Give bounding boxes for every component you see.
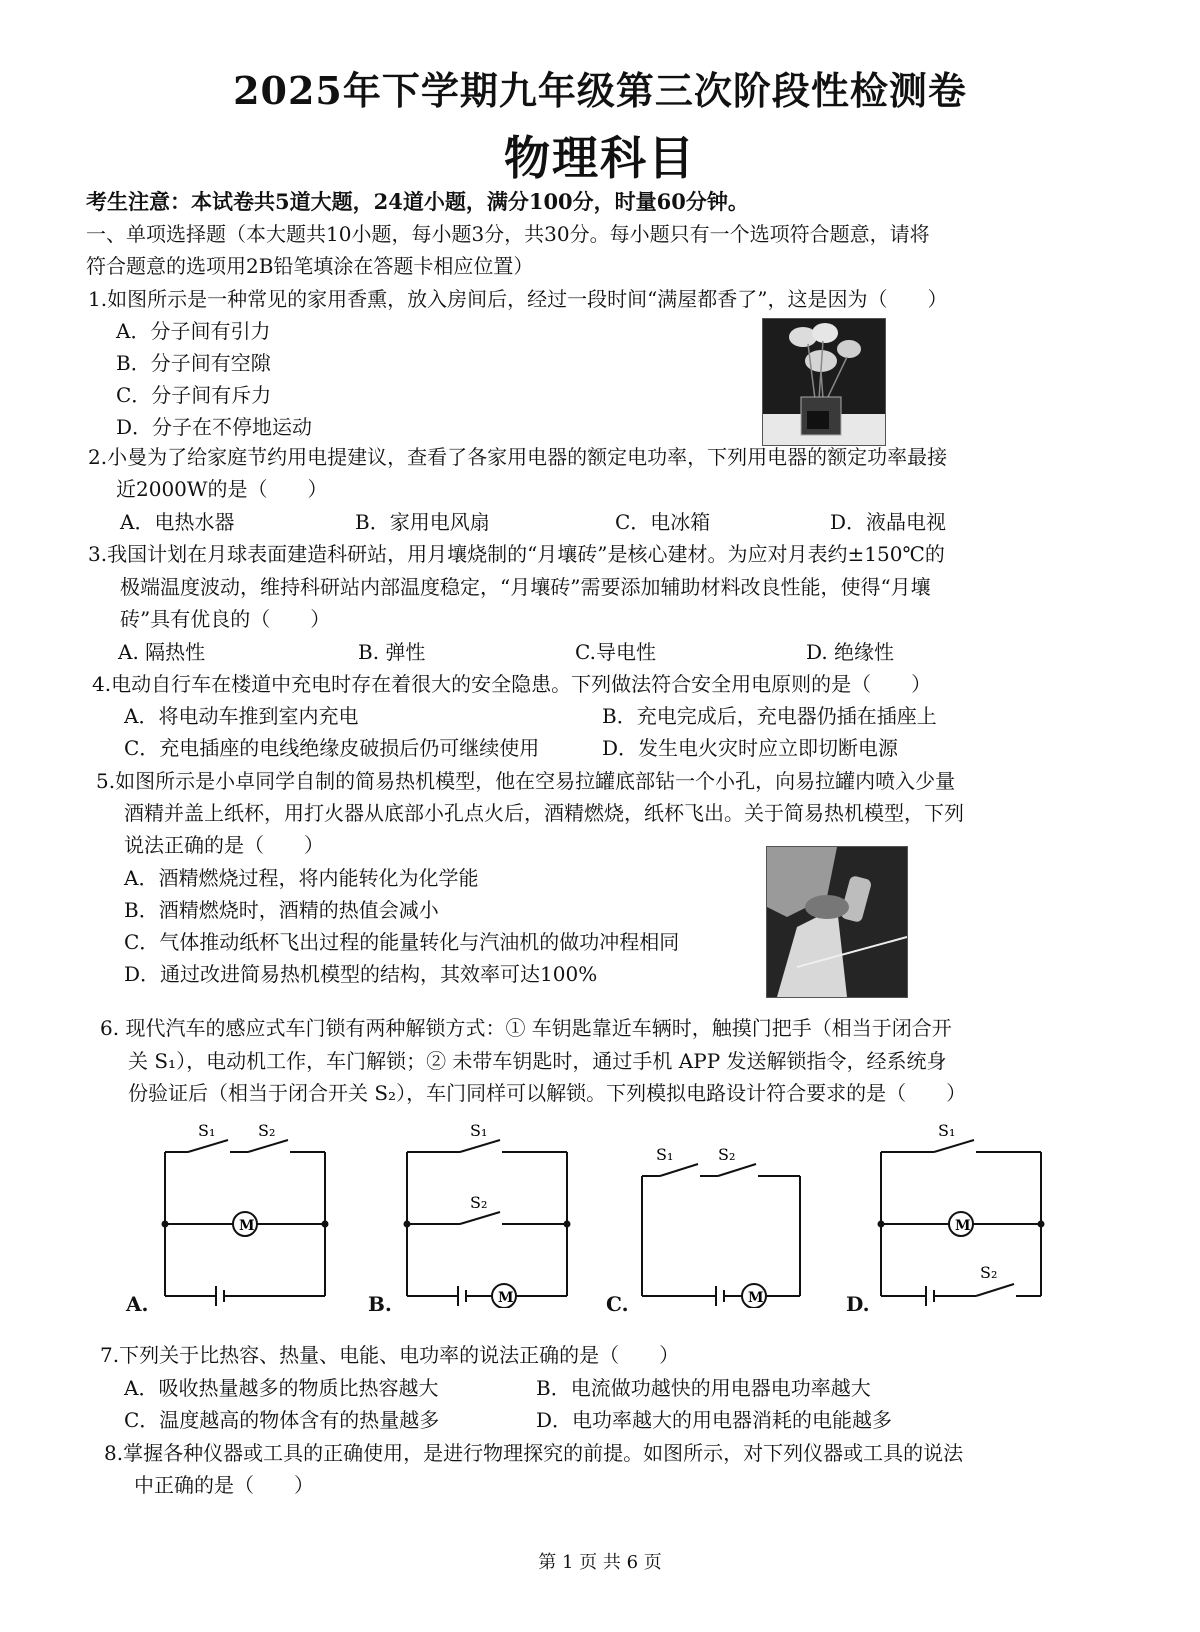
q5-stem-line1: 5.如图所示是小卓同学自制的简易热机模型，他在空易拉罐底部钻一个小孔，向易拉罐内喷入少量 — [96, 769, 956, 793]
circuit-c-label: C. — [606, 1292, 629, 1316]
q2-option-a: A．电热水器 — [120, 510, 235, 534]
exam-notice: 考生注意：本试卷共5道大题，24道小题，满分100分，时量60分钟。 — [86, 189, 749, 214]
circuit-d-s1-label: S₁ — [938, 1121, 956, 1140]
q7-option-a: A．吸收热量越多的物质比热容越大 — [124, 1376, 439, 1400]
q6-stem-line2: 关 S₁），电动机工作，车门解锁；② 未带车钥匙时，通过手机 APP 发送解锁指令，经系统身 — [128, 1049, 947, 1073]
circuit-b-diagram — [382, 1118, 592, 1308]
circuit-b-s1-label: S₁ — [470, 1121, 488, 1140]
q1-option-d: D．分子在不停地运动 — [116, 415, 313, 439]
circuit-c-diagram — [620, 1118, 830, 1308]
q1-option-a: A．分子间有引力 — [116, 319, 271, 343]
q3-stem-line2: 极端温度波动，维持科研站内部温度稳定，“月壤砖”需要添加辅助材料改良性能，使得“月壤 — [120, 575, 931, 599]
exam-title: 2025年下学期九年级第三次阶段性检测卷 — [233, 68, 967, 113]
q3-stem-line1: 3.我国计划在月球表面建造科研站，用月壤烧制的“月壤砖”是核心建材。为应对月表约±150℃的 — [88, 542, 945, 566]
q1-option-b: B．分子间有空隙 — [116, 351, 271, 375]
circuit-c-s1-label: S₁ — [656, 1145, 674, 1164]
aroma-diffuser-photo — [762, 318, 886, 446]
q4-option-a: A．将电动车推到室内充电 — [124, 704, 359, 728]
circuit-b-label: B. — [368, 1292, 392, 1316]
circuit-c-s2-label: S₂ — [718, 1145, 736, 1164]
q2-stem-line1: 2.小曼为了给家庭节约用电提建议，查看了各家用电器的额定电功率，下列用电器的额定功率最接 — [88, 445, 948, 469]
subject-title: 物理科目 — [504, 131, 696, 185]
q8-stem-line2: 中正确的是（ ） — [134, 1473, 314, 1497]
q2-option-b: B．家用电风扇 — [355, 510, 490, 534]
q4-option-c: C．充电插座的电线绝缘皮破损后仍可继续使用 — [124, 736, 540, 760]
q8-stem-line1: 8.掌握各种仪器或工具的正确使用，是进行物理探究的前提。如图所示，对下列仪器或工具的说法 — [104, 1441, 964, 1465]
q5-stem-line3: 说法正确的是（ ） — [124, 833, 324, 857]
q5-option-a: A．酒精燃烧过程，将内能转化为化学能 — [124, 866, 479, 890]
q3-option-b: B. 弹性 — [358, 640, 426, 664]
q7-stem: 7.下列关于比热容、热量、电能、电功率的说法正确的是（ ） — [100, 1343, 680, 1367]
q4-stem: 4.电动自行车在楼道中充电时存在着很大的安全隐患。下列做法符合安全用电原则的是（ ） — [92, 672, 932, 696]
q2-stem-line2: 近2000W的是（ ） — [116, 477, 328, 501]
circuit-b-motor-label: M — [498, 1290, 514, 1306]
q3-option-a: A. 隔热性 — [118, 640, 206, 664]
page-number: 第 1 页 共 6 页 — [538, 1552, 662, 1573]
q6-stem-line3: 份验证后（相当于闭合开关 S₂），车门同样可以解锁。下列模拟电路设计符合要求的是（ ） — [128, 1081, 967, 1105]
q5-option-c: C．气体推动纸杯飞出过程的能量转化与汽油机的做功冲程相同 — [124, 930, 680, 954]
heat-engine-model-photo — [766, 846, 908, 998]
q5-stem-line2: 酒精并盖上纸杯，用打火器从底部小孔点火后，酒精燃烧，纸杯飞出。关于简易热机模型，下列 — [124, 801, 964, 825]
section1-line1: 一、单项选择题（本大题共10小题，每小题3分，共30分。每小题只有一个选项符合题意，请将 — [86, 222, 930, 246]
circuit-a-motor-label: M — [239, 1218, 255, 1234]
circuit-d-diagram — [856, 1118, 1066, 1308]
q2-option-d: D．液晶电视 — [830, 510, 947, 534]
q7-option-b: B．电流做功越快的用电器电功率越大 — [536, 1376, 871, 1400]
q5-option-d: D．通过改进简易热机模型的结构，其效率可达100% — [124, 962, 598, 986]
q3-option-d: D. 绝缘性 — [806, 640, 895, 664]
circuit-a-s1-label: S₁ — [198, 1121, 216, 1140]
q3-stem-line3: 砖”具有优良的（ ） — [120, 607, 331, 631]
circuit-b-s2-label: S₂ — [470, 1193, 488, 1212]
q7-option-d: D．电功率越大的用电器消耗的电能越多 — [536, 1408, 893, 1432]
q4-option-d: D．发生电火灾时应立即切断电源 — [602, 736, 899, 760]
q3-option-c: C.导电性 — [575, 640, 656, 664]
q6-stem-line1: 6. 现代汽车的感应式车门锁有两种解锁方式：① 车钥匙靠近车辆时，触摸门把手（相当于闭合开 — [100, 1016, 952, 1040]
circuit-d-motor-label: M — [955, 1218, 971, 1234]
q5-option-b: B．酒精燃烧时，酒精的热值会减小 — [124, 898, 439, 922]
circuit-d-s2-label: S₂ — [980, 1263, 998, 1282]
q1-stem: 1.如图所示是一种常见的家用香熏，放入房间后，经过一段时间“满屋都香了”，这是因为（ ） — [88, 287, 948, 311]
q4-option-b: B．充电完成后，充电器仍插在插座上 — [602, 704, 937, 728]
q1-option-c: C．分子间有斥力 — [116, 383, 272, 407]
section1-line2: 符合题意的选项用2B铅笔填涂在答题卡相应位置） — [86, 254, 534, 278]
circuit-a-s2-label: S₂ — [258, 1121, 276, 1140]
q7-option-c: C．温度越高的物体含有的热量越多 — [124, 1408, 440, 1432]
q2-option-c: C．电冰箱 — [615, 510, 711, 534]
circuit-a-diagram — [140, 1118, 350, 1308]
circuit-a-label: A. — [126, 1292, 149, 1316]
circuit-d-label: D. — [846, 1292, 870, 1316]
circuit-c-motor-label: M — [748, 1290, 764, 1306]
